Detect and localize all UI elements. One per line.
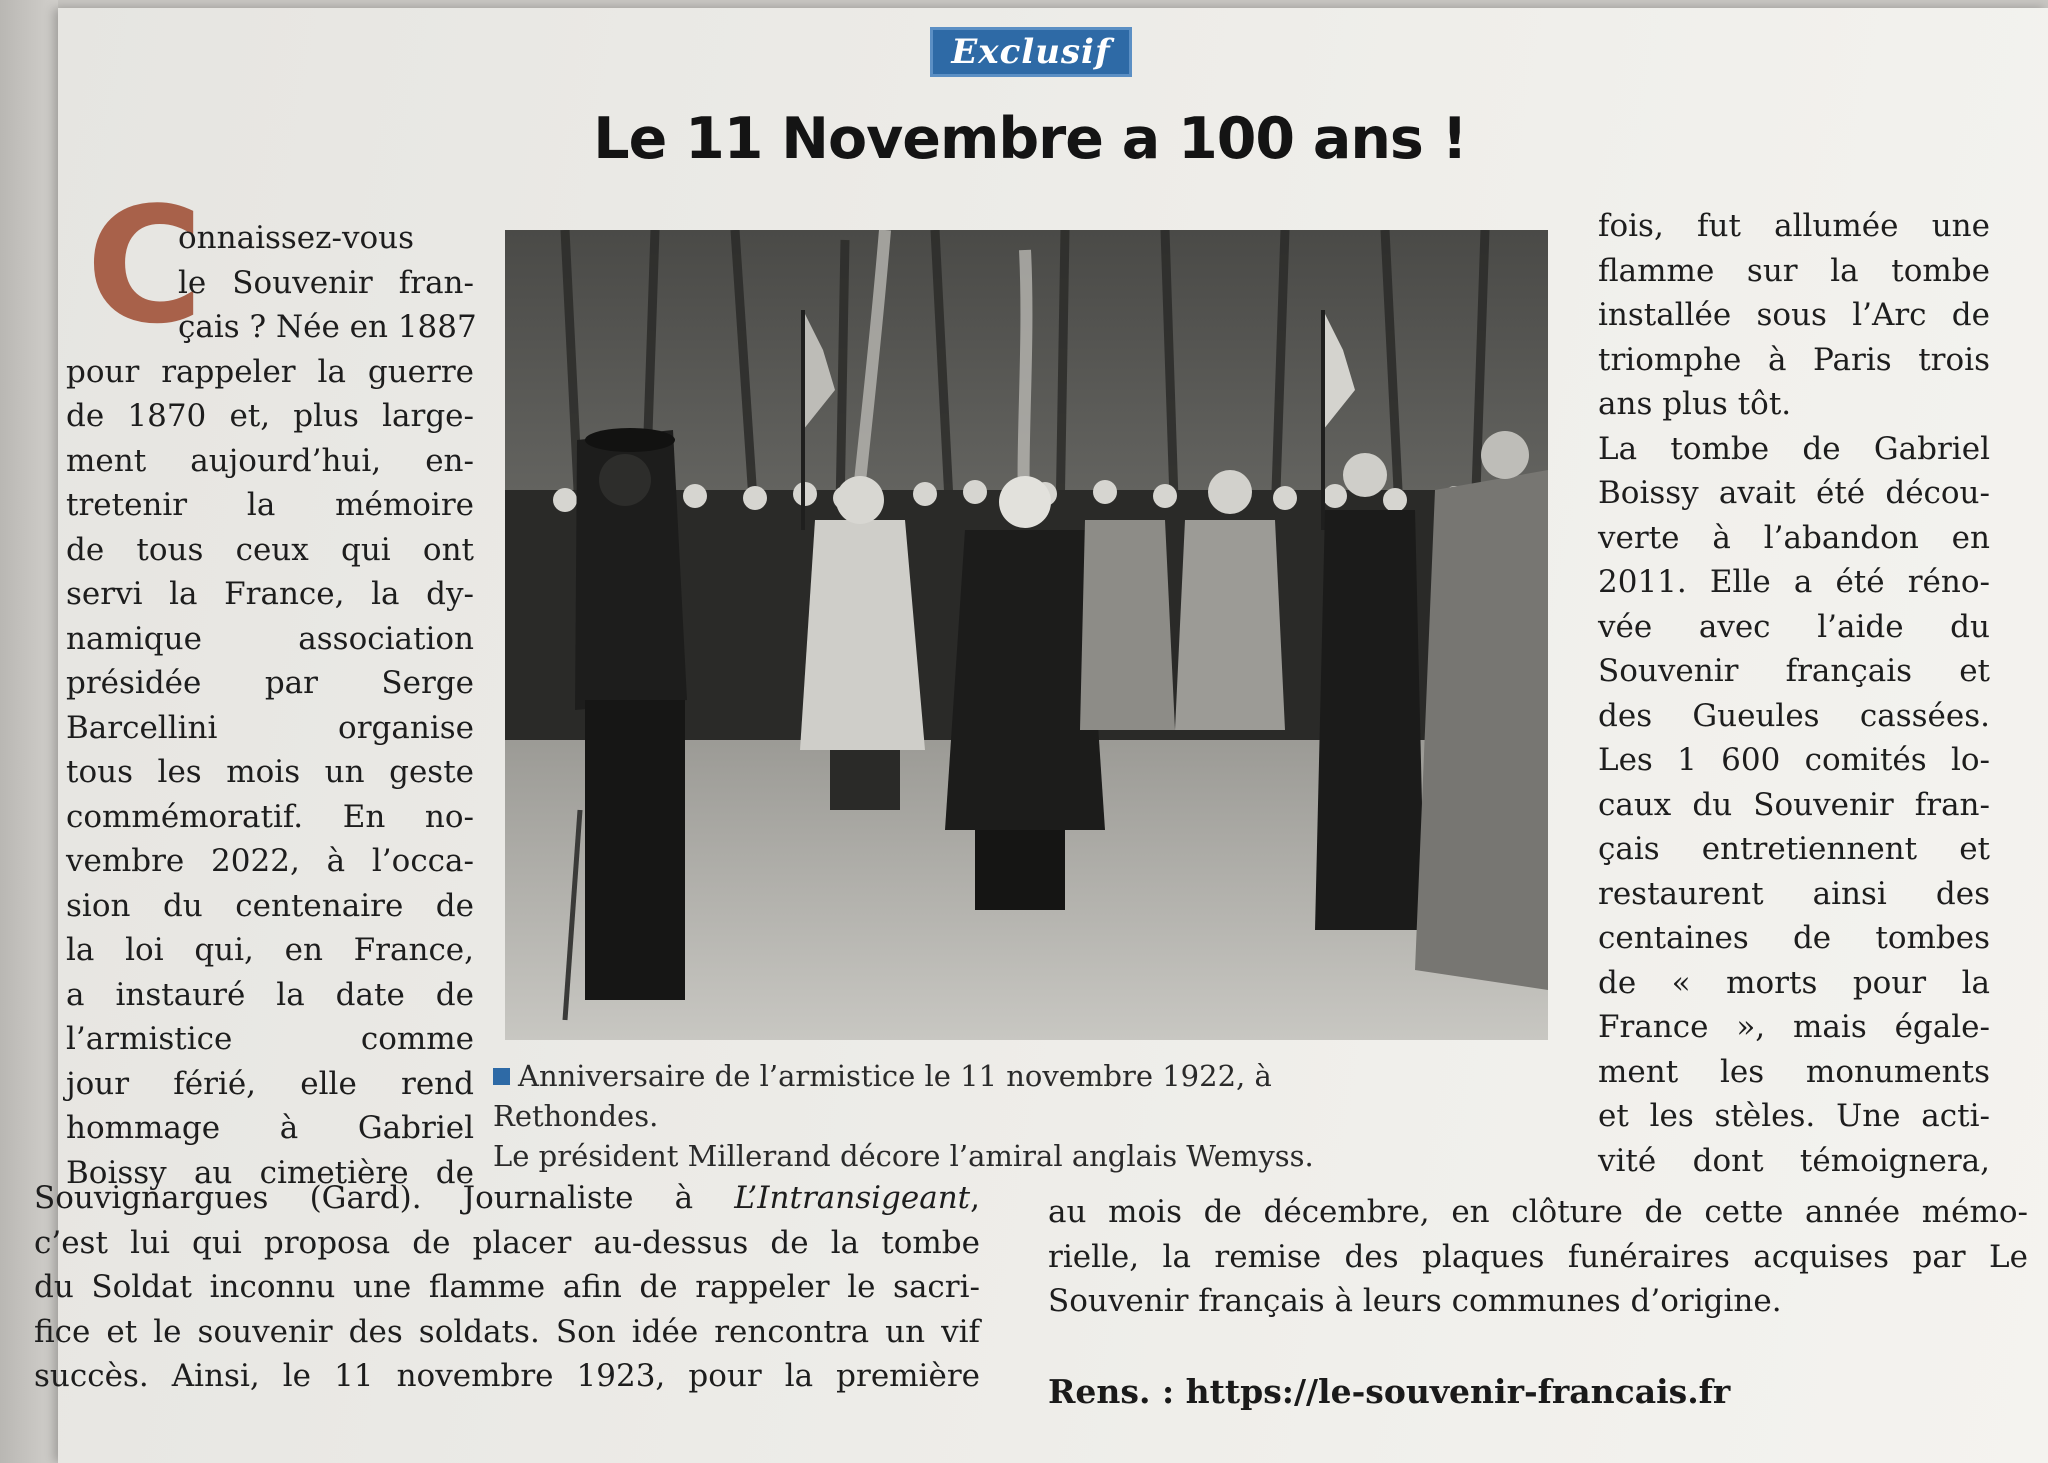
text-line: commémoratif. En no- — [66, 798, 474, 835]
text-line: servi la France, la dy- — [66, 576, 474, 612]
text-line: ans plus tôt. — [1598, 386, 1792, 422]
left-column — [66, 216, 477, 1195]
text-line: centaines de tombes — [1598, 920, 1990, 956]
text-line: triomphe à Paris trois — [1598, 341, 1990, 378]
text-line: Boissy au cimetière de — [66, 1154, 474, 1191]
text-line: vembre 2022, à l’occa- — [66, 843, 474, 879]
text-line: Les 1 600 comités lo- — [1598, 742, 1990, 778]
text-line: France », mais égale- — [1598, 1009, 1990, 1045]
text-line: vité dont témoignera, — [1598, 1142, 1990, 1179]
text-line: c’est lui qui proposa de placer au-dessus de la tombe — [34, 1224, 980, 1261]
text-line: rielle, la remise des plaques funéraires acquises par Le — [1048, 1238, 2028, 1275]
text-line: Souvenir français à leurs communes d’origine. — [1048, 1283, 1782, 1319]
text-line: jour férié, elle rend — [66, 1065, 474, 1102]
text-line: ment les monuments — [1598, 1053, 1990, 1090]
text-line: installée sous l’Arc de — [1598, 297, 1990, 333]
text-line: ment aujourd’hui, en- — [66, 442, 474, 479]
text-line: et les stèles. Une acti- — [1598, 1098, 1990, 1134]
text-line: présidée par Serge — [66, 665, 474, 701]
exclusif-badge: Exclusif — [930, 27, 1132, 77]
text-line: l’armistice comme — [66, 1021, 474, 1057]
ceremony-photo-illustration — [505, 230, 1548, 1040]
text-line: tous les mois un geste — [66, 754, 474, 790]
text-line: au mois de décembre, en clôture de cette année mémo- — [1048, 1194, 2028, 1230]
bottom-left-column — [34, 1176, 980, 1399]
text-line: hommage à Gabriel — [66, 1110, 474, 1146]
text-line: onnaissez-vous — [178, 220, 415, 256]
caption-text-1: Anniversaire de l’armistice le 11 novembre 1922, à Rethondes. — [493, 1059, 1272, 1133]
text-line: caux du Souvenir fran- — [1598, 786, 1990, 823]
text-line: de tous ceux qui ont — [66, 531, 474, 568]
text-line: flamme sur la tombe — [1598, 252, 1990, 289]
text-line: a instauré la date de — [66, 976, 474, 1013]
text-line: restaurent ainsi des — [1598, 875, 1990, 912]
info-link[interactable]: Rens. : https://le-souvenir-francais.fr — [1048, 1372, 1731, 1411]
text-line: le Souvenir fran- — [178, 264, 474, 301]
text-line: Barcellini organise — [66, 709, 474, 746]
bottom-right-column — [1048, 1190, 2028, 1324]
ceremony-photo — [505, 230, 1548, 1040]
text-line: verte à l’abandon en — [1598, 519, 1990, 556]
text-line: de 1870 et, plus large- — [66, 398, 474, 434]
text-line: pour rappeler la guerre — [66, 353, 474, 390]
photo-caption — [493, 1056, 1433, 1176]
drop-cap: C — [86, 172, 204, 359]
text-line: tretenir la mémoire — [66, 487, 474, 523]
text-line: de « morts pour la — [1598, 964, 1990, 1001]
caption-square-icon — [493, 1068, 510, 1085]
text-line: La tombe de Gabriel — [1598, 430, 1990, 467]
page-title: Le 11 Novembre a 100 ans ! — [593, 106, 1467, 172]
text-line: la loi qui, en France, — [66, 932, 474, 968]
caption-line-2: Le président Millerand décore l’amiral anglais Wemyss. — [493, 1139, 1314, 1173]
text-line: 2011. Elle a été réno- — [1598, 564, 1990, 600]
text-line: Souvenir français et — [1598, 653, 1990, 689]
text-line: sion du centenaire de — [66, 887, 474, 924]
text-line: des Gueules cassées. — [1598, 697, 1990, 734]
text-line: Boissy avait été décou- — [1598, 475, 1990, 511]
right-column — [1598, 204, 1990, 1183]
text-line: vée avec l’aide du — [1598, 608, 1990, 645]
text-line: Souvignargues (Gard). Journaliste à L’Intransigeant, — [34, 1180, 980, 1216]
newspaper-title: L’Intransigeant — [734, 1180, 971, 1216]
text-line: çais entretiennent et — [1598, 831, 1990, 867]
text-line: du Soldat inconnu une flamme afin de rappeler le sacri- — [34, 1269, 980, 1305]
text-line: çais ? Née en 1887 — [178, 309, 477, 345]
text-line: fois, fut allumée une — [1598, 208, 1990, 244]
text-line: namique association — [66, 620, 474, 657]
text-line: fice et le souvenir des soldats. Son idée rencontra un vif — [34, 1313, 980, 1350]
text-line: succès. Ainsi, le 11 novembre 1923, pour la première — [34, 1358, 980, 1394]
caption-line-1 — [493, 1056, 1433, 1136]
